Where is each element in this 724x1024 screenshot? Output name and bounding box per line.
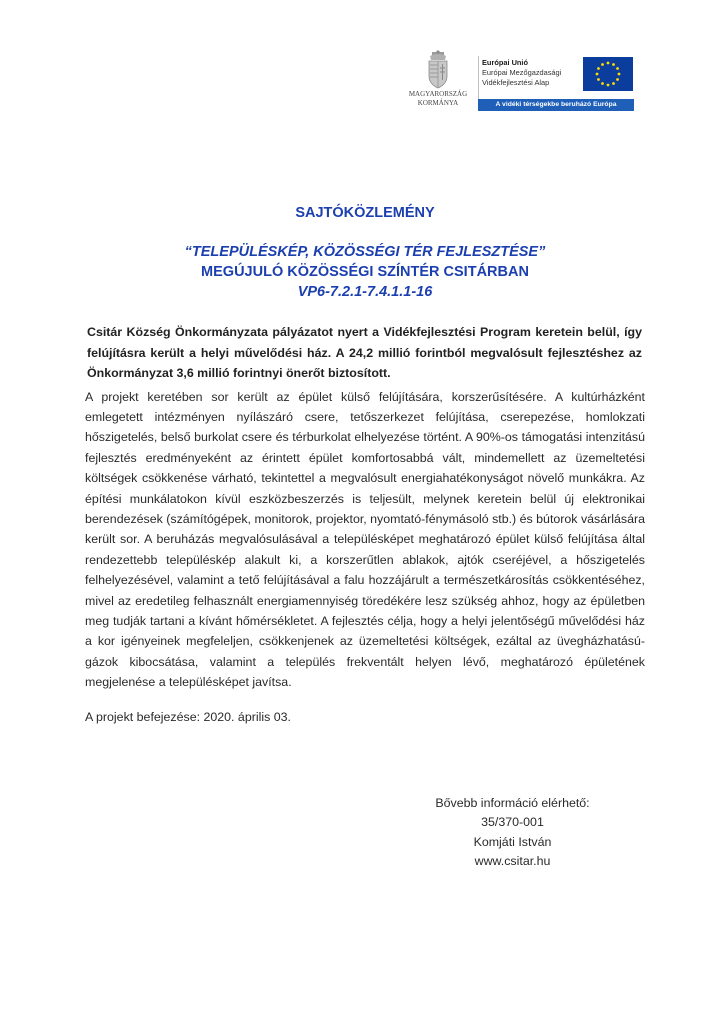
press-release-content (85, 203, 645, 912)
eu-title: Európai Unió (482, 58, 528, 67)
contact-phone: 35/370-001 (481, 815, 544, 830)
body-paragraph: A projekt keretében sor került az épület külső felújítására, korszerűsítésére. A kultúrházként emlegetett intézményen nyílászáró csere, tetőszerkezet felújítása, cserepezése, homlokzati hőszigetelés, belső burkolat csere és térburkolat elhelyezése történt. A 90%-os támogatási intenzitású fejlesztés eredményeként az érintett épület komfortosabbá vált, mindemellett az üzemeltetési költségek csökkenése várható, tekintettel a megvalósult energiahatékonyságot növelő munkákra. Az építési munkálatokon kívül eszközbeszerzés is teljesült, melynek keretein belül új elektronikai berendezések (számítógépek, monitorok, projektor, nyomtató-fénymásoló stb.) és bútorok vásárlására került sor. A beruházás megvalósulásával a településképet meghatározó épület külső felújítása által rendezettebb településkép alakult ki, a korszerűtlen ablakok, ajtók cseréjével, a hőszigetelés felhelyezésével, valamint a tető felújításával a falu hozzájárult a természetkárosítás csökkentéséhez, mivel az eredetileg felhasznált energiamennyiség töredékére lesz szükség ahhoz, hogy az épületben meg tudják tartani a kívánt hőmérsékletet. A fejlesztés célja, hogy a helyi jelentőségű művelődési ház a kor igényeinek megfeleljen, csökkenjenek az üzemeltetési költségek, ezáltal az üvegházhatású-gázok kibocsátása, valamint a település frekventált helyen lévő, meghatározó épületének megjelenése a településképet javítsa. (85, 389, 645, 690)
eu-star-icon (607, 84, 610, 87)
eu-star-icon (596, 73, 599, 76)
eu-fund-text (482, 58, 578, 88)
eu-star-icon (597, 78, 600, 81)
project-title: “TELEPÜLÉSKÉP, KÖZÖSSÉGI TÉR FEJLESZTÉSE” (184, 244, 546, 260)
government-logo (400, 50, 476, 108)
eu-slogan-banner: A vidéki térségekbe beruházó Európa (478, 99, 634, 111)
eu-fund-line1: Európai Mezőgazdasági (482, 68, 562, 77)
eu-star-icon (601, 63, 604, 66)
eu-star-icon (597, 67, 600, 70)
contact-label: Bővebb információ elérhető: (435, 795, 590, 810)
eu-star-icon (618, 73, 621, 76)
contact-name: Komjáti István (473, 834, 552, 849)
eu-star-icon (607, 62, 610, 65)
lead-paragraph: Csitár Község Önkormányzata pályázatot nyert a Vidékfejlesztési Program keretein belül, így felújításra került a helyi művelődési ház. A 24,2 millió forintból megvalósult fejlesztéshez az Önkormányzat 3,6 millió forintnyi önerőt biztosított. (87, 325, 642, 380)
eu-star-icon (612, 63, 615, 66)
contact-info (425, 794, 600, 872)
completion-date: A projekt befejezése: 2020. április 03. (85, 709, 291, 724)
press-release-heading: SAJTÓKÖZLEMÉNY (295, 205, 435, 221)
contact-website: www.csitar.hu (474, 854, 551, 869)
government-name-line2: KORMÁNYA (417, 99, 459, 107)
government-name-line1: MAGYARORSZÁG (408, 90, 468, 98)
eu-star-icon (601, 82, 604, 85)
eu-flag-icon (583, 57, 633, 91)
eu-star-icon (612, 82, 615, 85)
project-code: VP6-7.2.1-7.4.1.1-16 (297, 284, 433, 300)
project-subtitle: MEGÚJULÓ KÖZÖSSÉGI SZÍNTÉR CSITÁRBAN (201, 264, 529, 280)
header-logos (400, 50, 640, 118)
eu-fund-line2: Vidékfejlesztési Alap (482, 78, 550, 87)
eu-star-icon (616, 78, 619, 81)
eu-star-icon (616, 67, 619, 70)
hungarian-coat-of-arms-icon (425, 50, 451, 90)
